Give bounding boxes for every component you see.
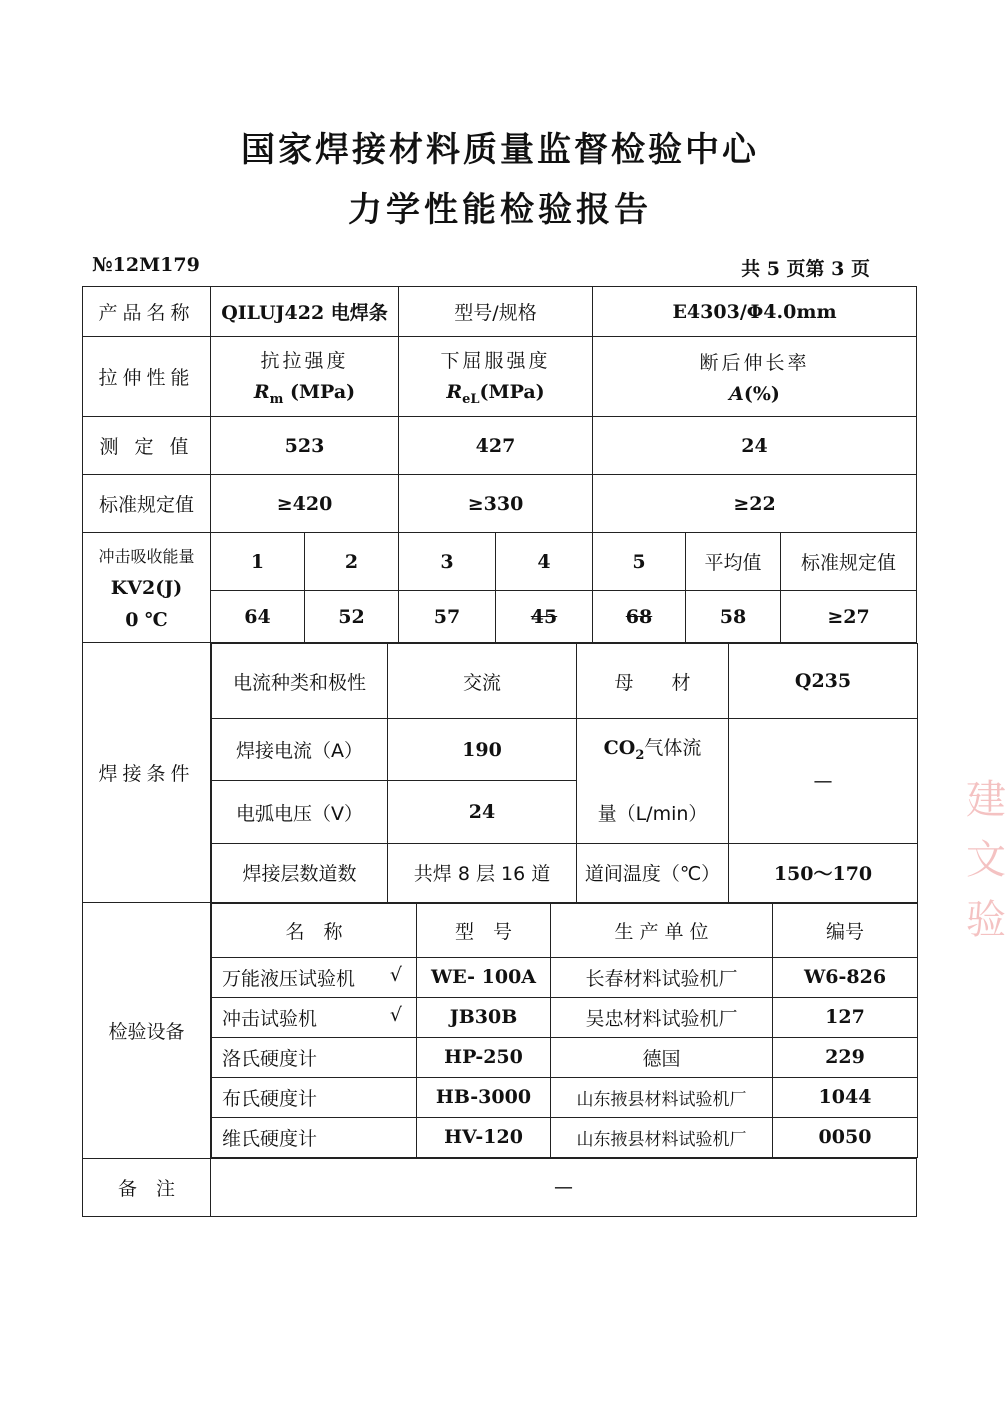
equipment-model: JB30B [417,997,551,1037]
tensile-col3-header [593,337,917,417]
layers-value: 共焊 8 层 16 道 [388,843,577,902]
rel-symbol: R [446,381,463,404]
equipment-header-row [212,903,918,957]
gas-flow-label-line1 [577,719,728,785]
co2-subscript: 2 [635,747,645,763]
gas-flow-text: 气体流 [644,737,702,759]
equipment-maker: 德国 [551,1037,773,1077]
model-label: 型号/规格 [399,287,593,337]
equipment-row [83,903,917,1159]
equipment-header-name: 名 称 [212,903,417,957]
tensile-col1-header [211,337,399,417]
table-row [212,1077,918,1117]
table-row [212,997,918,1037]
rel-subscript: eL [462,391,480,407]
remarks-value: — [211,1158,917,1216]
co2-text: CO [603,737,636,759]
interpass-value: 150～170 [729,843,918,902]
equipment-id: 1044 [773,1077,918,1117]
page-info: 共 5 页第 3 页 [741,258,870,280]
equipment-id: W6-826 [773,957,918,997]
equipment-model: WE- 100A [417,957,551,997]
model-value: E4303/Φ4.0mm [593,287,917,337]
welding-row [83,643,917,903]
equipment-maker: 山东掖县材料试验机厂 [551,1117,773,1157]
equipment-header-model: 型 号 [417,903,551,957]
standard-a: ≥22 [593,475,917,533]
equipment-model: HB-3000 [417,1077,551,1117]
rm-unit: (MPa) [290,381,356,404]
product-row [83,287,917,337]
impact-header-3: 3 [399,533,496,591]
equipment-cell [211,903,917,1159]
product-name-value: QILUJ422 电焊条 [211,287,399,337]
equipment-header-maker: 生 产 单 位 [551,903,773,957]
equipment-name-text: 冲击试验机 [222,1007,318,1030]
measured-rel: 427 [399,417,593,475]
impact-value-2: 52 [305,591,399,643]
layers-label: 焊接层数道数 [212,843,388,902]
gas-flow-value: — [729,719,918,844]
welding-current-label: 焊接电流（A） [212,719,388,781]
equipment-name-text: 万能液压试验机 [222,967,356,990]
impact-header-row [83,533,917,591]
equipment-model: HP-250 [417,1037,551,1077]
impact-value-1: 64 [211,591,305,643]
base-metal-label: 母 材 [577,644,729,719]
table-row [212,957,918,997]
report-title-line2: 力学性能检验报告 [348,190,652,230]
yield-strength-unit [399,381,592,407]
remarks-row [83,1158,917,1216]
report-title-line1: 国家焊接材料质量监督检验中心 [241,130,759,170]
impact-label-line1: 冲击吸收能量 [98,547,195,566]
impact-label [83,533,211,643]
equipment-id: 229 [773,1037,918,1077]
welding-table [211,643,918,903]
welding-current-value: 190 [388,719,577,781]
interpass-label: 道间温度（℃） [577,843,729,902]
impact-value-4: 45 [496,591,593,643]
tensile-header-row [83,337,917,417]
impact-label-line2: KV2(J) [110,577,183,599]
impact-header-avg: 平均值 [686,533,781,591]
elongation-title: 断后伸长率 [699,352,810,374]
tensile-strength-title: 抗拉强度 [260,350,349,373]
a-symbol: A [729,383,744,405]
report-table [82,286,917,1217]
table-row [212,1037,918,1077]
red-seal-stamp: 建 文 验 [966,777,1006,943]
equipment-name: 维氏硬度计 [212,1117,417,1157]
equipment-maker: 吴忠材料试验机厂 [551,997,773,1037]
gas-flow-label-line2: 量（L/min） [597,802,708,825]
equipment-name: 布氏硬度计 [212,1077,417,1117]
tensile-label: 拉伸性能 [83,337,211,417]
arc-voltage-value: 24 [388,781,577,843]
impact-value-standard: ≥27 [781,591,917,643]
standard-label: 标准规定值 [83,475,211,533]
equipment-name [212,997,417,1037]
equipment-maker: 长春材料试验机厂 [551,957,773,997]
equipment-id: 0050 [773,1117,918,1157]
rm-symbol: R [253,381,270,404]
equipment-maker: 山东掖县材料试验机厂 [551,1077,773,1117]
current-type-label: 电流种类和极性 [212,644,388,719]
welding-label: 焊接条件 [83,643,211,903]
equipment-header-id: 编号 [773,903,918,957]
tensile-strength-unit [211,381,398,407]
standard-rm: ≥420 [211,475,399,533]
standard-rel: ≥330 [399,475,593,533]
impact-header-standard: 标准规定值 [781,533,917,591]
impact-label-line3: 0 ℃ [125,609,168,631]
measured-rm: 523 [211,417,399,475]
impact-value-avg: 58 [686,591,781,643]
standard-row [83,475,917,533]
measured-row [83,417,917,475]
rm-subscript: m [269,391,284,407]
report-number: №12M179 [92,254,200,276]
equipment-model: HV-120 [417,1117,551,1157]
arc-voltage-label: 电弧电压（V） [212,781,388,843]
equipment-name: 洛氏硬度计 [212,1037,417,1077]
impact-value-5: 68 [593,591,686,643]
impact-header-2: 2 [305,533,399,591]
product-name-label: 产品名称 [83,287,211,337]
current-type-value: 交流 [388,644,577,719]
impact-header-5: 5 [593,533,686,591]
equipment-label: 检验设备 [83,903,211,1159]
remarks-label: 备 注 [83,1158,211,1216]
impact-header-4: 4 [496,533,593,591]
measured-label: 测 定 值 [83,417,211,475]
rel-unit: (MPa) [479,381,545,404]
equipment-table [211,903,918,1158]
measured-a: 24 [593,417,917,475]
base-metal-value: Q235 [729,644,918,719]
equipment-id: 127 [773,997,918,1037]
table-row [212,1117,918,1157]
equipment-name [212,957,417,997]
yield-strength-title: 下屈服强度 [440,350,551,373]
a-unit: (%) [743,383,780,405]
welding-cell [211,643,917,903]
impact-value-3: 57 [399,591,496,643]
check-mark: √ [389,963,402,986]
gas-flow-label [577,719,729,844]
impact-header-1: 1 [211,533,305,591]
check-mark: √ [389,1003,402,1026]
tensile-col2-header [399,337,593,417]
elongation-unit [593,383,916,405]
